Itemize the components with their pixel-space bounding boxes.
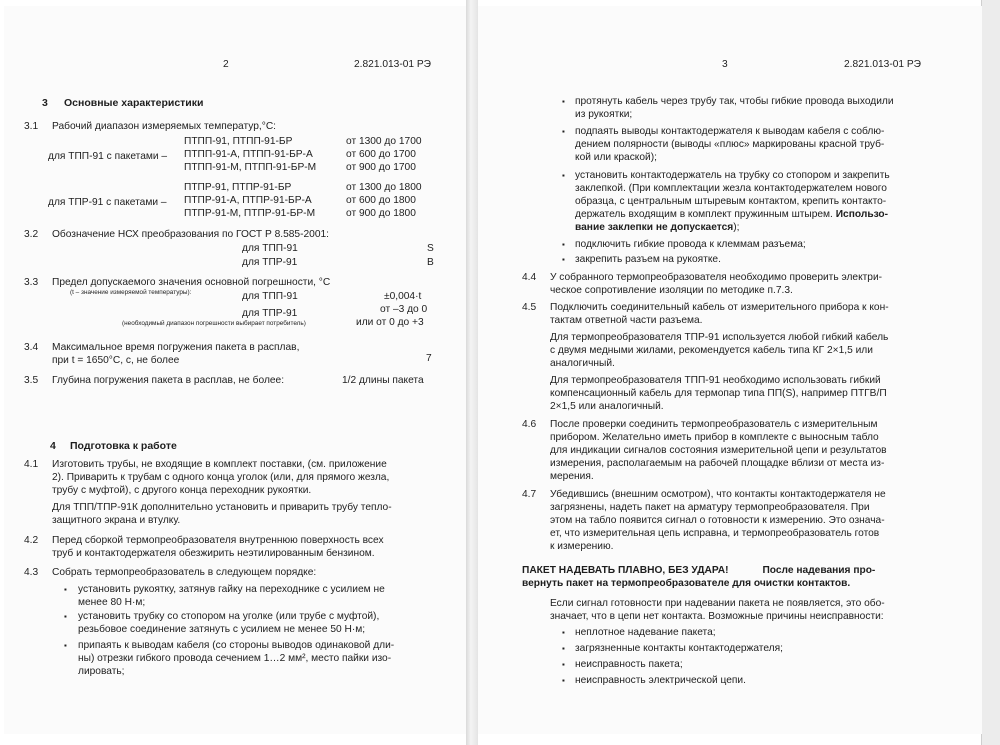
bullet-text: дением полярности (выводы «плюс» маркированы красной труб- [575,139,885,150]
range-value: от 600 до 1700 [346,149,416,160]
packet-name: ПТПП-91, ПТПП-91-БР [184,136,293,147]
book-gutter [466,0,478,745]
warning-text: вернуть пакет на термопреобразователе для очистки контактов. [522,578,851,589]
note-text: (необходимый диапазон погрешности выбирает потребитель) [122,320,306,327]
error-label: для ТПР-91 [242,308,298,319]
item-text: ческое сопротивление изоляции по методике п.7.3. [550,285,793,296]
item-text: Глубина погружения пакета в расплав, не более: [52,375,285,386]
nsh-label: для ТПП-91 [242,243,298,254]
error-value: ±0,004·t [384,291,422,302]
item-text: аналогичный. [550,358,615,369]
doc-code: 2.821.013-01 РЭ [354,59,431,70]
bullet-text: припаять к выводам кабеля (со стороны выводов одинаковой дли- [78,640,395,651]
note-text: (t – значение измеряемой температуры): [70,289,192,296]
item-text: для индикации сигналов состояния измерительной цепи и результатов [550,445,887,456]
item-text: 2×1,5 или аналогичный. [550,401,664,412]
item-number: 3.4 [24,342,39,353]
bullet-line [575,221,739,234]
item-text: Собрать термопреобразователь в следующем порядке: [52,567,317,578]
bullet-text-bold: вание заклепки не допускается [575,222,734,233]
page-number: 2 [223,59,229,70]
bullet-marker: ▪ [562,171,565,180]
item-text: Для термопреобразователя ТПП-91 необходимо использовать гибкий [550,375,881,386]
item-text: прибором. Желательно иметь прибор в комплекте с выносным табло [550,432,879,443]
depth-value: 1/2 длины пакета [342,375,424,386]
left-page [4,6,467,734]
item-text: Изготовить трубы, не входящие в комплект поставки, (см. приложение [52,459,387,470]
section-number: 4 [50,440,56,452]
warning-text: ПАКЕТ НАДЕВАТЬ ПЛАВНО, БЕЗ УДАРА! После надевания про- [522,565,876,576]
packet-name: ПТПП-91-А, ПТПП-91-БР-А [184,149,313,160]
item-number: 4.5 [522,302,537,313]
item-text: с двумя медными жилами, рекомендуется кабель типа КГ 2×1,5 или [550,345,873,356]
tpr-label: для ТПР-91 с пакетами – [48,197,167,208]
item-text: к измерению. [550,541,614,552]
bullet-marker: ▪ [562,676,565,685]
section-title: Основные характеристики [64,97,204,109]
page-number: 3 [722,59,728,70]
bullet-marker: ▪ [562,644,565,653]
bullet-text: резьбовое соединение затянуть с усилием не менее 50 Н·м; [78,624,366,635]
fault-item: неисправность пакета; [575,659,683,670]
item-text: защитного экрана и втулку. [52,515,181,526]
item-number: 3.3 [24,277,39,288]
bullet-line [575,208,888,221]
error-value: от –3 до 0 [380,304,428,315]
error-value: или от 0 до +3 [356,317,424,328]
item-number: 3.2 [24,229,39,240]
bullet-text: установить контактодержатель на трубку со стопором и закрепить [575,170,890,181]
bullet-text: кой или краской); [575,152,657,163]
item-number: 4.1 [24,459,39,470]
bullet-marker: ▪ [64,641,67,650]
bullet-text: подключить гибкие провода к клеммам разъема; [575,239,806,250]
bullet-marker: ▪ [562,628,565,637]
range-value: от 1300 до 1700 [346,136,422,147]
item-text: труб и контактодержателя обезжирить неэтилированным бензином. [52,548,375,559]
packet-name: ПТПР-91-А, ПТПР-91-БР-А [184,195,312,206]
bullet-text: лировать; [78,666,125,677]
fault-item: неисправность электрической цепи. [575,675,746,686]
bullet-marker: ▪ [64,585,67,594]
range-value: от 900 до 1700 [346,162,416,173]
item-text: Перед сборкой термопреобразователя внутреннюю поверхность всех [52,535,384,546]
item-text: Подключить соединительный кабель от измерительного прибора к кон- [550,302,889,313]
item-number: 4.2 [24,535,39,546]
fault-item: загрязненные контакты контактодержателя; [575,643,783,654]
range-value: от 900 до 1800 [346,208,416,219]
section-number: 3 [42,97,48,109]
packet-name: ПТПР-91, ПТПР-91-БР [184,182,292,193]
item-text: трубу с муфтой), с другого конца переходник рукоятки. [52,485,312,496]
item-number: 4.7 [522,489,537,500]
item-text: Обозначение НСХ преобразования по ГОСТ Р 8.585-2001: [52,229,329,240]
range-value: от 1300 до 1800 [346,182,422,193]
bullet-marker: ▪ [562,97,565,106]
section-title: Подготовка к работе [70,440,177,452]
time-value: 7 [426,353,432,364]
packet-name: ПТПП-91-М, ПТПП-91-БР-М [184,162,317,173]
bullet-marker: ▪ [562,660,565,669]
bullet-marker: ▪ [562,240,565,249]
bullet-marker: ▪ [562,127,565,136]
item-number: 4.6 [522,419,537,430]
bullet-text-bold: Использо- [835,209,889,220]
bullet-text: протянуть кабель через трубу так, чтобы гибкие провода выходили [575,96,894,107]
item-text: измерения, располагаемым на рабочей площадке вблизи от места из- [550,458,885,469]
tpp-label: для ТПП-91 с пакетами – [48,151,168,162]
range-value: от 600 до 1800 [346,195,416,206]
bullet-text: установить трубку со стопором на уголке (или трубе с муфтой), [78,611,380,622]
item-text: Для ТПП/ТПР-91К дополнительно установить и приварить трубу тепло- [52,502,392,513]
bullet-marker: ▪ [562,255,565,264]
item-text: этом на табло появится сигнал о готовности к измерению. Это означа- [550,515,885,526]
scan-edge [981,0,1000,745]
item-text: Для термопреобразователя ТПР-91 используется любой гибкий кабель [550,332,889,343]
bullet-text: закрепить разъем на рукоятке. [575,254,721,265]
item-text: компенсационный кабель для термопар типа ПП(S), например ПТГВ/П [550,388,887,399]
item-text: при t = 1650°С, с, не более [52,355,180,366]
packet-name: ПТПР-91-М, ПТПР-91-БР-М [184,208,316,219]
bullet-marker: ▪ [64,612,67,621]
error-label: для ТПП-91 [242,291,298,302]
item-text: Если сигнал готовности при надевании пакета не появляется, это обо- [550,598,885,609]
right-page [478,6,982,734]
item-text: У собранного термопреобразователя необходимо проверить электри- [550,272,883,283]
item-text: 2). Приварить к трубам с одного конца уголок (или, для прямого жезла, [52,472,390,483]
item-text: Предел допускаемого значения основной погрешности, °С [52,277,331,288]
item-text: значает, что в цепи нет контакта. Возможные причины неисправности: [550,611,884,622]
doc-code: 2.821.013-01 РЭ [844,59,921,70]
bullet-text: менее 80 Н·м; [78,597,146,608]
item-number: 3.5 [24,375,39,386]
item-text: тактам ответной части разъема. [550,315,703,326]
item-number: 4.4 [522,272,537,283]
nsh-label: для ТПР-91 [242,257,298,268]
nsh-value: B [427,257,434,268]
item-text: загрязнены, надеть пакет на арматуру термопреобразователя. При [550,502,870,513]
bullet-text: из рукоятки; [575,109,633,120]
item-text: Убедившись (внешним осмотром), что контакты контактодержателя не [550,489,886,500]
bullet-text: заклепкой. (При комплектации жезла контактодержателем нового [575,183,887,194]
item-text: ет, что измерительная цепь исправна, и термопреобразователь готов [550,528,880,539]
item-number: 4.3 [24,567,39,578]
bullet-text: образца, с центральным штыревым контактом, крепить контакто- [575,196,887,207]
item-text: мерения. [550,471,594,482]
bullet-text: подпаять выводы контактодержателя к выводам кабеля с соблю- [575,126,885,137]
fault-item: неплотное надевание пакета; [575,627,716,638]
item-number: 3.1 [24,121,39,132]
bullet-text: установить рукоятку, затянув гайку на переходнике с усилием не [78,584,385,595]
item-text: После проверки соединить термопреобразователь с измерительным [550,419,878,430]
bullet-text: ны) отрезки гибкого провода сечением 1…2 мм², место пайки изо- [78,653,392,664]
nsh-value: S [427,243,434,254]
item-text: Максимальное время погружения пакета в расплав, [52,342,300,353]
bullet-text: ); [733,222,740,233]
bullet-text: держатель входящим в комплект пружинным штырем. [575,209,836,220]
item-text: Рабочий диапазон измеряемых температур,°С: [52,121,277,132]
